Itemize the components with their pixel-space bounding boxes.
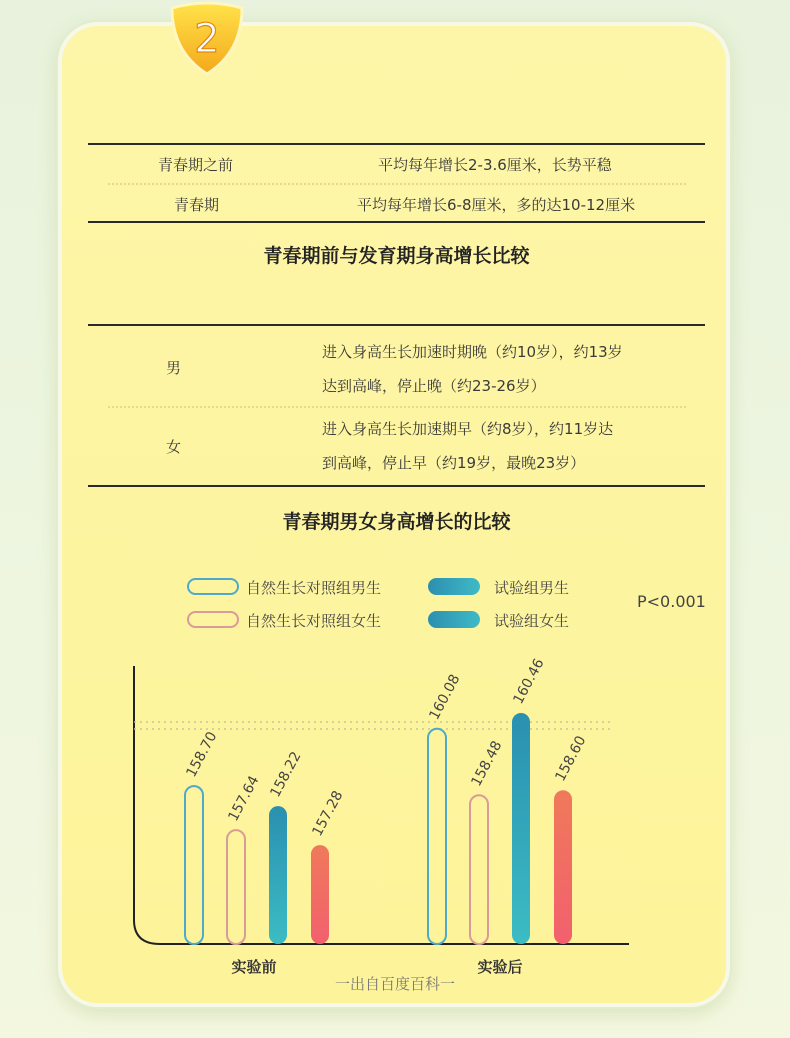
data-label-control-girl-before: 157.64	[225, 773, 263, 825]
data-label-trial-girl-before: 157.28	[309, 788, 347, 839]
bar-trial-boy-after	[512, 713, 530, 944]
bar-control-girl-after	[470, 795, 488, 944]
data-label-trial-boy-before: 158.22	[267, 749, 305, 800]
bar-trial-boy-before	[269, 806, 287, 944]
legend-control-boy: 自然生长对照组男生	[246, 579, 382, 597]
table2-row1-line2: 达到高峰，停止晚（约23-26岁）	[322, 377, 546, 395]
p-value-annotation: P<0.001	[637, 592, 706, 611]
data-label-trial-boy-after: 160.46	[510, 656, 548, 707]
bar-trial-girl-after	[554, 790, 572, 944]
legend-trial-girl: 试验组女生	[494, 612, 570, 630]
bar-control-boy-after	[428, 729, 446, 944]
bar-control-girl-before	[227, 830, 245, 944]
table2-row2-line2: 到高峰，停止早（约19岁，最晚23岁）	[322, 454, 586, 472]
category-label-before: 实验前	[231, 958, 277, 976]
bar-control-boy-before	[185, 786, 203, 944]
table2-row1-label: 男	[166, 359, 182, 377]
table1-row2-desc: 平均每年增长6-8厘米，多的达10-12厘米	[357, 196, 636, 214]
legend-control-girl: 自然生长对照组女生	[246, 612, 382, 630]
table1-row1-desc: 平均每年增长2-3.6厘米，长势平稳	[378, 156, 612, 174]
chart-title: 青春期男女身高增长的比较	[282, 511, 511, 533]
table2-row1-line1: 进入身高生长加速时期晚（约10岁），约13岁	[322, 343, 623, 361]
table2-row2-label: 女	[166, 438, 182, 456]
source-footer: 一出自百度百科一	[334, 975, 455, 993]
table1-caption: 青春期前与发育期身高增长比较	[263, 245, 530, 267]
bar-trial-girl-before	[311, 845, 329, 944]
table2-row2-line1: 进入身高生长加速期早（约8岁），约11岁达	[322, 420, 614, 438]
legend-trial-boy: 试验组男生	[494, 579, 570, 597]
table1-row1-label: 青春期之前	[158, 156, 234, 174]
table1-row2-label: 青春期	[174, 196, 220, 214]
category-label-after: 实验后	[477, 958, 523, 976]
badge-number: 2	[194, 16, 220, 62]
data-label-trial-girl-after: 158.60	[552, 733, 590, 785]
data-label-control-boy-before: 158.70	[183, 729, 221, 781]
data-label-control-boy-after: 160.08	[426, 671, 464, 723]
data-label-control-girl-after: 158.48	[468, 738, 506, 790]
